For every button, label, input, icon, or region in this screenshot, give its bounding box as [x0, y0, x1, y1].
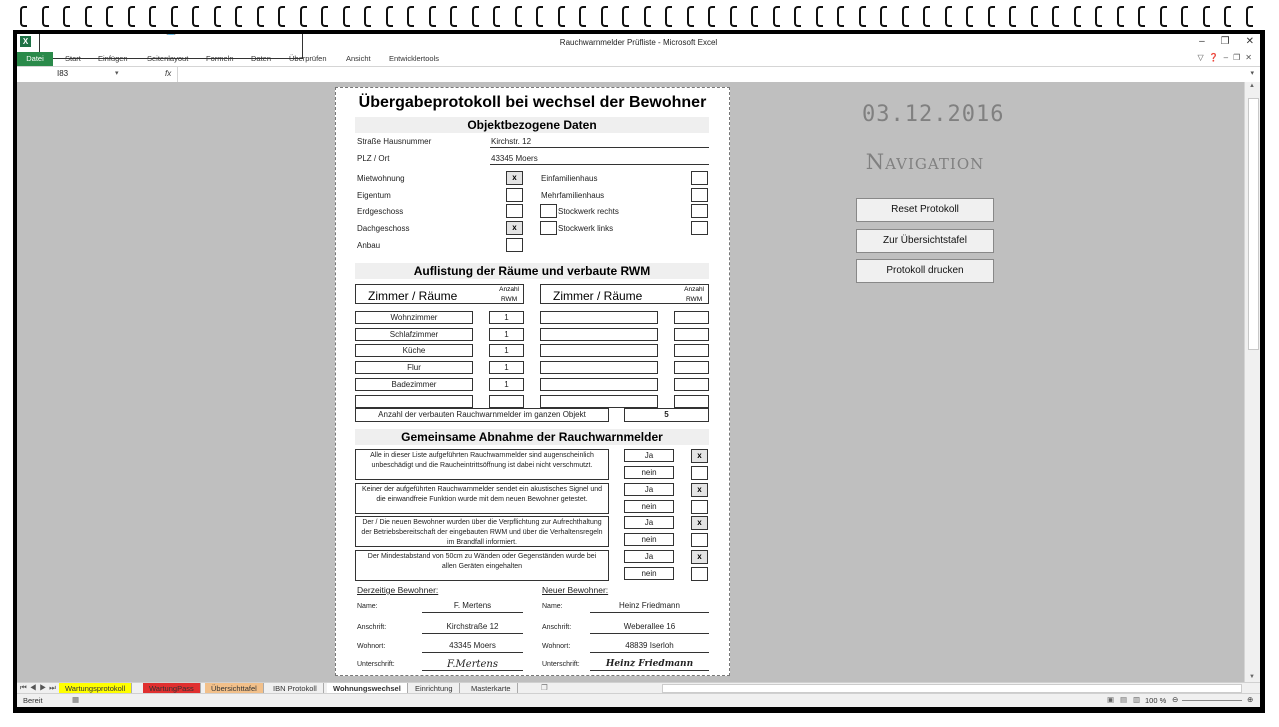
- option-label: Eigentum: [357, 190, 391, 200]
- resident-field-label: Anschrift:: [357, 624, 387, 631]
- option-checkbox[interactable]: x: [506, 221, 523, 235]
- horizontal-scrollbar[interactable]: [662, 684, 1242, 693]
- binder-ring: [171, 6, 178, 27]
- resident-signature[interactable]: [422, 659, 523, 671]
- street-label: Straße Hausnummer: [357, 137, 432, 146]
- sheet-tab[interactable]: Masterkarte: [465, 683, 518, 694]
- binder-ring: [751, 6, 758, 27]
- status-text: Bereit: [23, 696, 43, 705]
- binder-ring: [1224, 6, 1231, 27]
- no-label: nein: [624, 500, 674, 513]
- resident-heading: Derzeitige Bewohner:: [357, 585, 439, 595]
- room-count-cell-empty[interactable]: [674, 311, 709, 324]
- view-layout-icon[interactable]: ▤: [1120, 695, 1128, 704]
- yes-checkbox[interactable]: x: [691, 550, 708, 564]
- tab-ansicht[interactable]: Ansicht: [346, 54, 371, 63]
- scroll-up-icon[interactable]: ▲: [1249, 83, 1255, 89]
- city-label: PLZ / Ort: [357, 154, 390, 163]
- binder-ring: [816, 6, 823, 27]
- binder-ring: [558, 6, 565, 27]
- resident-field-label: Name:: [357, 603, 378, 610]
- zoom-in-icon[interactable]: ⊕: [1247, 695, 1254, 704]
- rooms-header-right: [540, 284, 709, 304]
- room-name-cell-empty[interactable]: [540, 361, 658, 374]
- binder-ring: [1246, 6, 1253, 27]
- room-name-cell[interactable]: Wohnzimmer: [355, 311, 473, 324]
- acceptance-statement: Keiner der aufgeführten Rauchwarnmelder sendet ein akustisches Signel und die einwandfreie Funktion wurde mit dem neuen Bewohner getestet.: [355, 483, 609, 514]
- no-label: nein: [624, 567, 674, 580]
- binder-ring: [1138, 6, 1145, 27]
- count-header: [499, 285, 519, 305]
- yes-label: Ja: [624, 483, 674, 496]
- room-count-cell[interactable]: 1: [489, 378, 524, 391]
- binder-ring: [601, 6, 608, 27]
- option-label: Stockwerk links: [558, 224, 614, 234]
- option-checkbox[interactable]: [691, 171, 708, 185]
- binder-ring: [429, 6, 436, 27]
- zoom-level[interactable]: 100 %: [1145, 696, 1167, 705]
- status-bar: [17, 693, 1260, 707]
- binder-ring: [149, 6, 156, 27]
- zur-uebersichtstafel-button[interactable]: Zur Übersichtstafel: [856, 229, 994, 253]
- acceptance-statement: Der / Die neuen Bewohner wurden über die Verpflichtung zur Aufrechthaltung der Betriebsbereitschaft der eingebauten RWM und über die Verhaltensregeln im Brandfall informiert.: [355, 516, 609, 547]
- fx-icon[interactable]: fx: [165, 69, 172, 78]
- yes-checkbox[interactable]: x: [691, 449, 708, 463]
- form-title: Übergabeprotokoll bei wechsel der Bewohner: [358, 94, 707, 111]
- option-checkbox[interactable]: [506, 238, 523, 252]
- vertical-scrollbar[interactable]: [1244, 82, 1260, 682]
- ribbon-collapse-icon[interactable]: ▽: [1197, 53, 1204, 62]
- room-count-cell[interactable]: 1: [489, 344, 524, 357]
- binder-ring: [708, 6, 715, 27]
- ribbon-tabs: [17, 51, 1260, 66]
- binder-ring: [794, 6, 801, 27]
- acceptance-statement: Der Mindestabstand von 50cm zu Wänden oder Gegenständen wurde bei allen Geräten eingehalten: [355, 550, 609, 581]
- formula-bar: [17, 66, 1260, 83]
- binder-ring: [1009, 6, 1016, 27]
- zoom-slider[interactable]: [1182, 700, 1242, 701]
- count-header-line1: Anzahl: [499, 286, 519, 293]
- excel-app-icon[interactable]: X: [20, 36, 31, 47]
- binder-ring: [773, 6, 780, 27]
- resident-field-label: Wohnort:: [542, 643, 571, 650]
- binder-ring: [665, 6, 672, 27]
- yes-checkbox[interactable]: x: [691, 516, 708, 530]
- protocol-page: [335, 87, 730, 676]
- reset-protokoll-button[interactable]: Reset Protokoll: [856, 198, 994, 222]
- section-rooms: Auflistung der Räume und verbaute RWM: [355, 263, 709, 279]
- sheet-tab[interactable]: WartungPass: [143, 683, 201, 694]
- count-header-line2: RWM: [500, 296, 518, 303]
- binder-ring: [902, 6, 909, 27]
- section-acceptance: Gemeinsame Abnahme der Rauchwarnmelder: [355, 429, 709, 445]
- insert-sheet-icon[interactable]: ❐: [541, 683, 548, 692]
- section-object-data: Objektbezogene Daten: [355, 117, 709, 133]
- option-label: Stockwerk rechts: [558, 207, 619, 217]
- room-name-cell[interactable]: Schlafzimmer: [355, 328, 473, 341]
- resident-address[interactable]: [590, 622, 709, 634]
- no-checkbox[interactable]: [691, 500, 708, 514]
- date-display: 03.12.2016: [862, 102, 1005, 127]
- binder-ring: [1095, 6, 1102, 27]
- tab-seitenlayout[interactable]: Seitenlayout: [147, 54, 189, 63]
- binder-ring: [386, 6, 393, 27]
- room-count-cell[interactable]: 1: [489, 361, 524, 374]
- tab-datei[interactable]: Datei: [17, 52, 53, 66]
- binder-ring: [579, 6, 586, 27]
- count-header: [684, 285, 704, 305]
- binder-ring: [257, 6, 264, 27]
- room-count-cell-empty[interactable]: [674, 344, 709, 357]
- room-name-cell[interactable]: Flur: [355, 361, 473, 374]
- option-label: Dachgeschoss: [357, 224, 410, 234]
- binder-ring: [644, 6, 651, 27]
- binder-ring: [278, 6, 285, 27]
- binder-ring: [493, 6, 500, 27]
- room-count-cell-empty[interactable]: [674, 378, 709, 391]
- room-name-cell[interactable]: [355, 395, 473, 408]
- name-box[interactable]: I83: [57, 69, 69, 78]
- room-name-cell-empty[interactable]: [540, 311, 658, 324]
- option-label: Einfamilienhaus: [541, 174, 598, 183]
- room-count-cell-empty[interactable]: [674, 395, 709, 408]
- resident-field-label: Unterschrift:: [542, 661, 580, 668]
- room-count-cell-empty[interactable]: [674, 328, 709, 341]
- room-count-cell[interactable]: [489, 395, 524, 408]
- street-value[interactable]: Kirchstr. 12: [490, 137, 709, 148]
- binder-ring: [1181, 6, 1188, 27]
- room-count-cell-empty[interactable]: [674, 361, 709, 374]
- restore-icon[interactable]: ❐: [1220, 36, 1230, 47]
- title-bar: [17, 34, 1260, 51]
- worksheet-area[interactable]: [17, 82, 1244, 682]
- binder-ring: [945, 6, 952, 27]
- resident-signature-text: Heinz Friedmann: [605, 659, 694, 669]
- option-checkbox[interactable]: x: [506, 171, 523, 185]
- help-icon[interactable]: ❓: [1208, 53, 1219, 62]
- room-count-cell[interactable]: 1: [489, 328, 524, 341]
- resident-field-label: Anschrift:: [542, 624, 572, 631]
- room-name-cell[interactable]: Küche: [355, 344, 473, 357]
- resident-name-text: Heinz Friedmann: [619, 601, 680, 610]
- binder-ring: [859, 6, 866, 27]
- tab-start[interactable]: Start: [65, 54, 81, 63]
- yes-label: Ja: [624, 550, 674, 563]
- sheet-tab[interactable]: IBN Protokoll: [267, 683, 324, 694]
- tab-einfuegen[interactable]: Einfügen: [98, 54, 128, 63]
- binder-ring: [106, 6, 113, 27]
- total-label: Anzahl der verbauten Rauchwarnmelder im ganzen Objekt: [355, 408, 609, 422]
- binder-ring: [622, 6, 629, 27]
- yes-label: Ja: [624, 449, 674, 462]
- binder-ring: [321, 6, 328, 27]
- formula-divider: [177, 67, 178, 82]
- count-header-line2: RWM: [685, 296, 703, 303]
- vertical-scroll-thumb[interactable]: [1248, 98, 1259, 350]
- view-pagebreak-icon[interactable]: ▥: [1133, 695, 1141, 704]
- resident-signature-text: F.Mertens: [446, 659, 498, 670]
- binder-ring: [1031, 6, 1038, 27]
- resident-address-text: Kirchstraße 12: [446, 622, 499, 631]
- binder-ring: [20, 6, 27, 27]
- formula-expand-icon[interactable]: ▾: [1250, 70, 1254, 77]
- sheet-tab[interactable]: Übersichttafel: [205, 683, 264, 694]
- workbook-close-icon[interactable]: ✕: [1245, 53, 1252, 62]
- binder-ring: [214, 6, 221, 27]
- view-normal-icon[interactable]: ▣: [1107, 695, 1115, 704]
- binder-ring: [730, 6, 737, 27]
- room-name-cell-empty[interactable]: [540, 378, 658, 391]
- tab-daten[interactable]: Daten: [251, 54, 272, 63]
- name-box-dropdown-icon[interactable]: ▾: [115, 70, 119, 77]
- option-label: Mietwohnung: [357, 174, 405, 183]
- resident-city-text: 48839 Iserloh: [625, 641, 674, 650]
- no-checkbox[interactable]: [691, 466, 708, 480]
- binder-ring: [407, 6, 414, 27]
- binder-ring: [1052, 6, 1059, 27]
- no-checkbox[interactable]: [691, 533, 708, 547]
- option-checkbox[interactable]: [691, 188, 708, 202]
- sheet-nav-icon[interactable]: ⏮◀▶⏭: [20, 683, 59, 692]
- binder-ring: [923, 6, 930, 27]
- resident-city[interactable]: [422, 641, 523, 653]
- option-checkbox[interactable]: [691, 221, 708, 235]
- room-name-cell[interactable]: Badezimmer: [355, 378, 473, 391]
- scroll-down-icon[interactable]: ▼: [1249, 674, 1255, 680]
- room-name-cell-empty[interactable]: [540, 344, 658, 357]
- resident-city[interactable]: [590, 641, 709, 653]
- binder-ring: [235, 6, 242, 27]
- binder-ring: [966, 6, 973, 27]
- binder-ring: [343, 6, 350, 27]
- window-title: Rauchwarnmelder Prüfliste - Microsoft Excel: [559, 38, 718, 47]
- option-checkbox[interactable]: [691, 204, 708, 218]
- tab-entwicklertools[interactable]: Entwicklertools: [389, 54, 440, 63]
- workbook-restore-icon[interactable]: ❐: [1233, 53, 1241, 62]
- binder-ring: [128, 6, 135, 27]
- floor-side-checkbox[interactable]: [540, 204, 557, 218]
- resident-field-label: Unterschrift:: [357, 661, 395, 668]
- binder-ring: [300, 6, 307, 27]
- sheet-tab[interactable]: Wartungsprotokoll: [59, 683, 132, 694]
- binder-ring: [472, 6, 479, 27]
- binder-ring: [1074, 6, 1081, 27]
- resident-signature[interactable]: [590, 659, 709, 671]
- room-count-cell[interactable]: 1: [489, 311, 524, 324]
- option-checkbox[interactable]: [506, 204, 523, 218]
- zoom-out-icon[interactable]: ⊖: [1172, 695, 1179, 704]
- tab-ueberpruefen[interactable]: Überprüfen: [289, 54, 327, 63]
- no-label: nein: [624, 466, 674, 479]
- binder-ring: [1117, 6, 1124, 27]
- binder-ring: [536, 6, 543, 27]
- excel-window: [17, 34, 1260, 707]
- sheet-tab[interactable]: Einrichtung: [409, 683, 460, 694]
- acceptance-statement: Alle in dieser Liste aufgeführten Rauchwarnmelder sind augenscheinlich unbeschädigt und die Raucheintrittsöffnung ist dabei nicht verschmutzt.: [355, 449, 609, 480]
- protokoll-drucken-button[interactable]: Protokoll drucken: [856, 259, 994, 283]
- total-value[interactable]: 5: [624, 408, 709, 422]
- resident-name-text: F. Mertens: [453, 601, 492, 610]
- binder-ring: [85, 6, 92, 27]
- navigation-title: Navigation: [865, 150, 985, 174]
- room-name-cell-empty[interactable]: [540, 395, 658, 408]
- rooms-header-label: Zimmer / Räume: [368, 289, 458, 303]
- no-checkbox[interactable]: [691, 567, 708, 581]
- option-label: Mehrfamilienhaus: [541, 190, 605, 200]
- count-header-line1: Anzahl: [684, 286, 704, 293]
- binder-rings: [0, 0, 1279, 30]
- binder-ring: [687, 6, 694, 27]
- rooms-header-label: Zimmer / Räume: [553, 289, 643, 303]
- binder-ring: [988, 6, 995, 27]
- no-label: nein: [624, 533, 674, 546]
- binder-ring: [1160, 6, 1167, 27]
- workbook-minimize-icon[interactable]: –: [1223, 53, 1229, 62]
- floor-side-checkbox[interactable]: [540, 221, 557, 235]
- binder-ring: [450, 6, 457, 27]
- resident-field-label: Wohnort:: [357, 643, 386, 650]
- tab-formeln[interactable]: Formeln: [206, 54, 234, 63]
- rooms-header-left: [355, 284, 524, 304]
- binder-ring: [364, 6, 371, 27]
- city-value[interactable]: 43345 Moers: [490, 154, 709, 165]
- binder-ring: [42, 6, 49, 27]
- yes-checkbox[interactable]: x: [691, 483, 708, 497]
- macro-record-icon[interactable]: ▦: [72, 695, 80, 704]
- minimize-icon[interactable]: –: [1199, 36, 1205, 47]
- resident-name[interactable]: [422, 601, 523, 613]
- binder-ring: [1203, 6, 1210, 27]
- option-checkbox[interactable]: [506, 188, 523, 202]
- resident-city-text: 43345 Moers: [449, 641, 496, 650]
- resident-address-text: Weberallee 16: [623, 622, 676, 631]
- binder-ring: [515, 6, 522, 27]
- room-name-cell-empty[interactable]: [540, 328, 658, 341]
- binder-ring: [837, 6, 844, 27]
- resident-name[interactable]: [590, 601, 709, 613]
- binder-ring: [63, 6, 70, 27]
- yes-label: Ja: [624, 516, 674, 529]
- resident-address[interactable]: [422, 622, 523, 634]
- close-icon[interactable]: ✕: [1245, 36, 1254, 47]
- sheet-tab[interactable]: Wohnungswechsel: [327, 683, 408, 694]
- resident-heading: Neuer Bewohner:: [542, 585, 609, 595]
- option-label: Anbau: [357, 240, 381, 250]
- option-label: Erdgeschoss: [357, 207, 404, 217]
- resident-field-label: Name:: [542, 603, 563, 610]
- binder-ring: [192, 6, 199, 27]
- binder-ring: [880, 6, 887, 27]
